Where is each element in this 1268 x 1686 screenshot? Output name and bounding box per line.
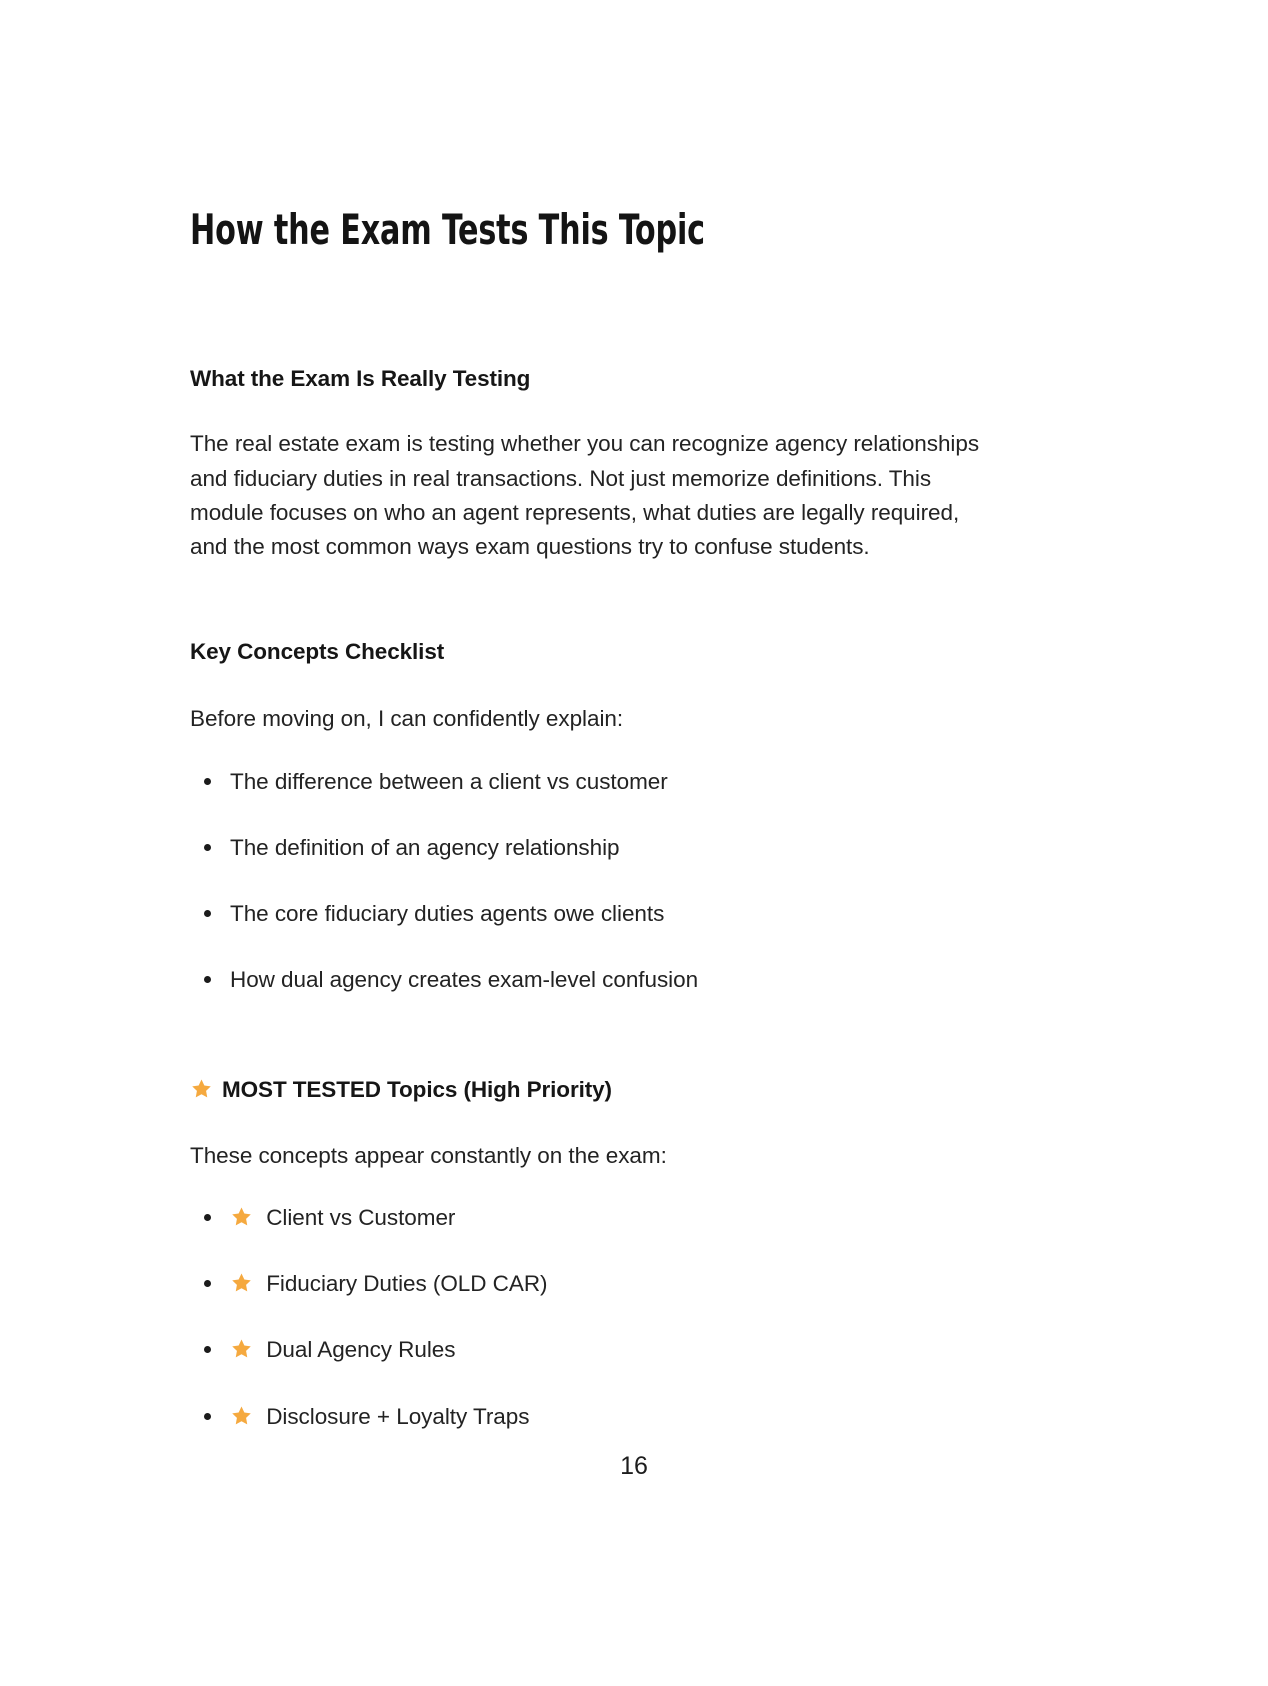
list-item-label: Disclosure + Loyalty Traps	[266, 1403, 530, 1429]
list-item	[190, 1269, 980, 1298]
list-item	[190, 1203, 980, 1232]
paragraph-exam-testing: The real estate exam is testing whether you can recognize agency relationships and fiduciary duties in real transactions. Not just memorize definitions. This module focuses on who an agent represents, what duties are legally required, and the most common ways exam questions try to confuse students.	[190, 431, 980, 559]
key-concepts-list	[190, 767, 980, 995]
section-heading-key-concepts-checklist: Key Concepts Checklist	[190, 639, 445, 665]
page-content	[190, 0, 980, 1431]
list-item-label: The core fiduciary duties agents owe clients	[230, 901, 665, 927]
star-icon	[230, 1338, 253, 1360]
bullet-dot-icon	[204, 976, 211, 983]
bullet-dot-icon	[204, 1413, 211, 1420]
bullet-dot-icon	[204, 778, 211, 785]
list-item-label: The definition of an agency relationship	[230, 834, 620, 860]
section-heading-what-the-exam-is-really-testing: What the Exam Is Really Testing	[190, 366, 531, 392]
bullet-dot-icon	[204, 910, 211, 917]
paragraph-most-tested-intro: These concepts appear constantly on the exam:	[190, 1142, 667, 1168]
section-heading-most-tested-topics	[190, 1075, 980, 1104]
list-item-label: How dual agency creates exam-level confusion	[230, 967, 699, 993]
page-title: How the Exam Tests This Topic	[190, 205, 705, 254]
star-icon	[230, 1272, 253, 1294]
list-item	[190, 1402, 980, 1431]
bullet-dot-icon	[204, 844, 211, 851]
most-tested-topics-list	[190, 1203, 980, 1431]
list-item-label: Fiduciary Duties (OLD CAR)	[266, 1271, 548, 1297]
list-item-label: Dual Agency Rules	[266, 1337, 456, 1363]
section-heading-label: MOST TESTED Topics (High Priority)	[222, 1076, 612, 1102]
star-icon	[230, 1405, 253, 1427]
list-item	[190, 833, 980, 862]
list-item	[190, 767, 980, 796]
list-item-label: The difference between a client vs customer	[230, 768, 668, 794]
bullet-dot-icon	[204, 1346, 211, 1353]
list-item	[190, 899, 980, 928]
bullet-dot-icon	[204, 1280, 211, 1287]
star-icon	[190, 1078, 213, 1100]
paragraph-key-concepts-intro: Before moving on, I can confidently explain:	[190, 706, 624, 732]
list-item-label: Client vs Customer	[266, 1204, 456, 1230]
bullet-dot-icon	[204, 1214, 211, 1221]
list-item	[190, 965, 980, 994]
page-number: 16	[620, 1452, 648, 1480]
list-item	[190, 1335, 980, 1364]
star-icon	[230, 1206, 253, 1228]
